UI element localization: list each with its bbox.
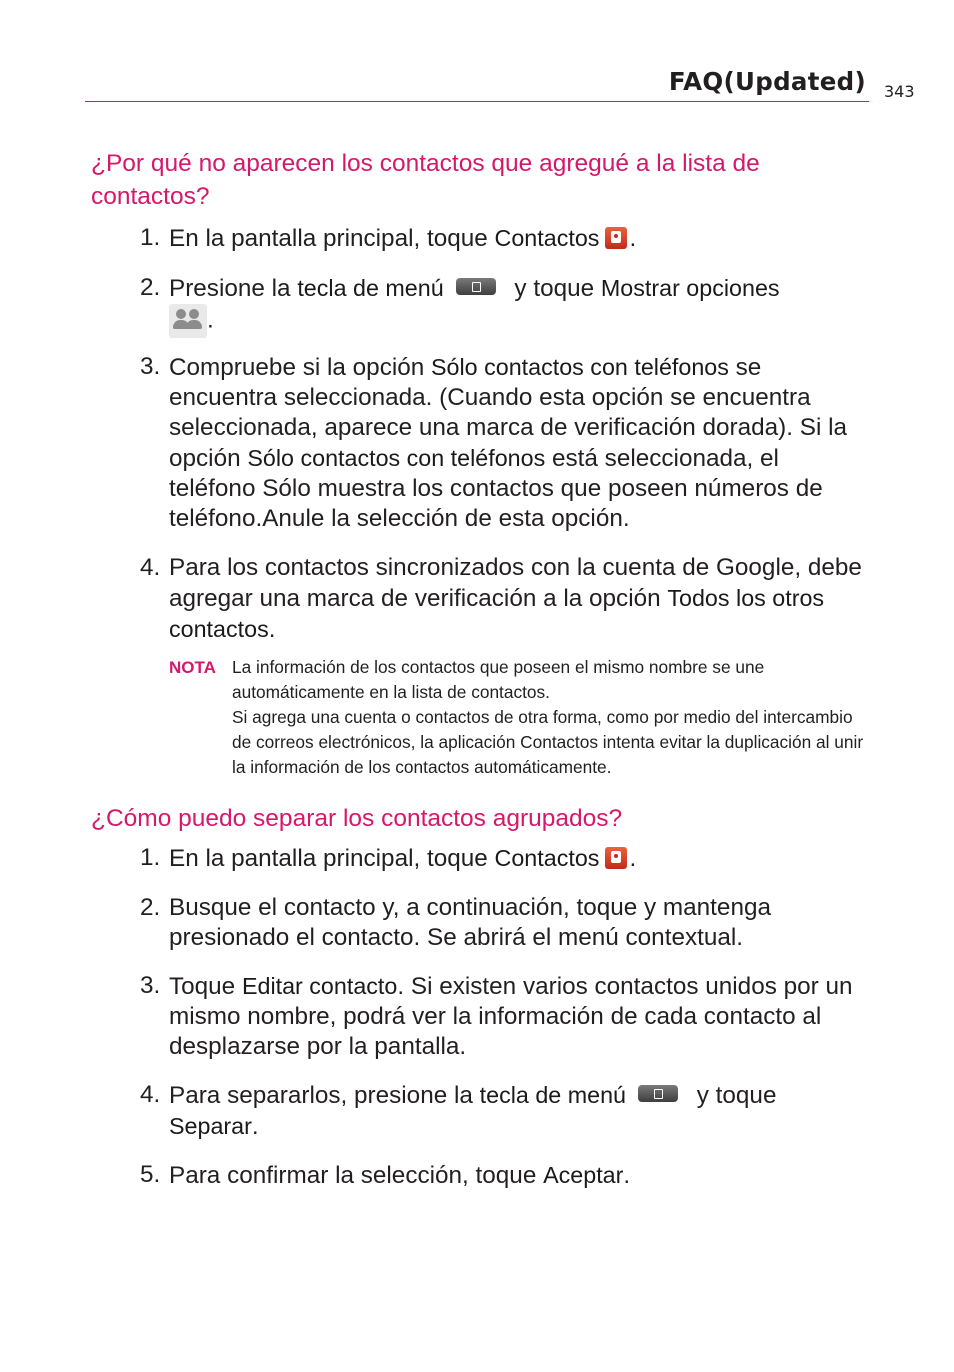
contacts-icon bbox=[605, 847, 627, 869]
step-bold-all-other-contacts: Todos los otros contactos bbox=[169, 585, 825, 642]
step-text: y toque bbox=[507, 275, 601, 302]
step-text: se encuentra seleccionada. (Cuando esta opción se encuentra seleccionada, aparece una marca de verificación dorada). Si la opción bbox=[169, 354, 847, 472]
steps-list-separate-contacts bbox=[0, 843, 954, 1191]
step-bold-accept: Aceptar bbox=[543, 1162, 624, 1188]
page-header-title: FAQ(Updated) bbox=[668, 67, 866, 96]
step-number: 2. bbox=[140, 894, 161, 921]
step-text: . bbox=[207, 306, 214, 334]
step-text: . bbox=[623, 1162, 631, 1189]
step-number: 3. bbox=[140, 353, 161, 380]
step-item bbox=[0, 1160, 869, 1191]
step-item bbox=[0, 223, 869, 254]
step-bold-edit-contact: Editar contacto bbox=[241, 973, 398, 999]
step-text: . bbox=[629, 225, 637, 252]
step-text: En la pantalla principal, toque bbox=[169, 225, 495, 252]
step-text: Para los contactos sincronizados con la cuenta de Google, debe agregar una marca de verificación a la opción bbox=[169, 554, 862, 612]
step-text: Compruebe si la opción bbox=[169, 354, 432, 381]
header-divider bbox=[85, 101, 869, 102]
step-number: 4. bbox=[140, 1081, 161, 1108]
step-item bbox=[0, 553, 869, 645]
step-number: 4. bbox=[140, 554, 161, 581]
step-text: . bbox=[251, 1113, 259, 1140]
step-item bbox=[0, 1080, 869, 1142]
contacts-icon bbox=[605, 227, 627, 249]
step-item bbox=[0, 893, 869, 953]
note-label: NOTA bbox=[169, 658, 216, 677]
step-bold-separate: Separar bbox=[169, 1113, 252, 1139]
steps-list-missing-contacts bbox=[0, 223, 954, 645]
step-bold-phone-only: Sólo contactos con teléfonos bbox=[431, 354, 729, 380]
step-item bbox=[0, 273, 869, 338]
step-bold-display-options: Mostrar opciones bbox=[600, 275, 780, 301]
step-number: 1. bbox=[140, 844, 161, 871]
step-bold-contactos: Contactos bbox=[494, 845, 600, 871]
step-item bbox=[0, 843, 869, 874]
section-title-missing-contacts: ¿Por qué no aparecen los contactos que agregué a la lista de contactos? bbox=[91, 150, 760, 210]
step-text: está seleccionada, el teléfono Sólo muestra los contactos que poseen números de teléfono.Anule la selección de esta opción. bbox=[169, 445, 823, 532]
display-options-icon bbox=[169, 304, 207, 338]
menu-key-icon bbox=[456, 278, 496, 295]
step-item bbox=[0, 971, 869, 1062]
step-bold-phone-only: Sólo contactos con teléfonos bbox=[247, 445, 546, 471]
page-number: 343 bbox=[884, 82, 915, 101]
step-bold-contactos: Contactos bbox=[494, 225, 600, 251]
note-text-duplication: Si agrega una cuenta o contactos de otra forma, como por medio del intercambio de correos electrónicos, la aplicación Contactos intenta evitar la duplicación al unir la información de los contactos automáticamente. bbox=[232, 707, 864, 777]
step-text: . Si existen varios contactos unidos por un mismo nombre, podrá ver la información de cada contacto al desplazarse por la pantalla. bbox=[169, 973, 853, 1060]
step-text: y toque bbox=[690, 1082, 777, 1109]
step-text: . bbox=[629, 845, 637, 872]
step-number: 3. bbox=[140, 972, 161, 999]
step-text: En la pantalla principal, toque bbox=[169, 845, 495, 872]
step-text: Presione la bbox=[169, 275, 298, 302]
section-title-separate-contacts: ¿Cómo puedo separar los contactos agrupados? bbox=[91, 805, 623, 832]
note-text-merge: La información de los contactos que poseen el mismo nombre se une automáticamente en la lista de contactos. bbox=[232, 657, 765, 702]
step-number: 5. bbox=[140, 1161, 161, 1188]
step-text: Para separarlos, presione la bbox=[169, 1082, 480, 1109]
step-bold-menu-key: tecla de menú bbox=[479, 1082, 626, 1108]
step-text: Busque el contacto y, a continuación, toque y mantenga presionado el contacto. Se abrirá el menú contextual. bbox=[169, 894, 771, 951]
step-text: Toque bbox=[169, 973, 242, 1000]
step-text: . bbox=[268, 616, 276, 643]
step-number: 2. bbox=[140, 274, 161, 301]
step-bold-menu-key: tecla de menú bbox=[297, 275, 444, 301]
step-text: Para confirmar la selección, toque bbox=[169, 1162, 544, 1189]
note-block bbox=[169, 655, 869, 780]
menu-key-icon bbox=[638, 1085, 678, 1102]
step-number: 1. bbox=[140, 224, 161, 251]
step-item bbox=[0, 352, 869, 534]
